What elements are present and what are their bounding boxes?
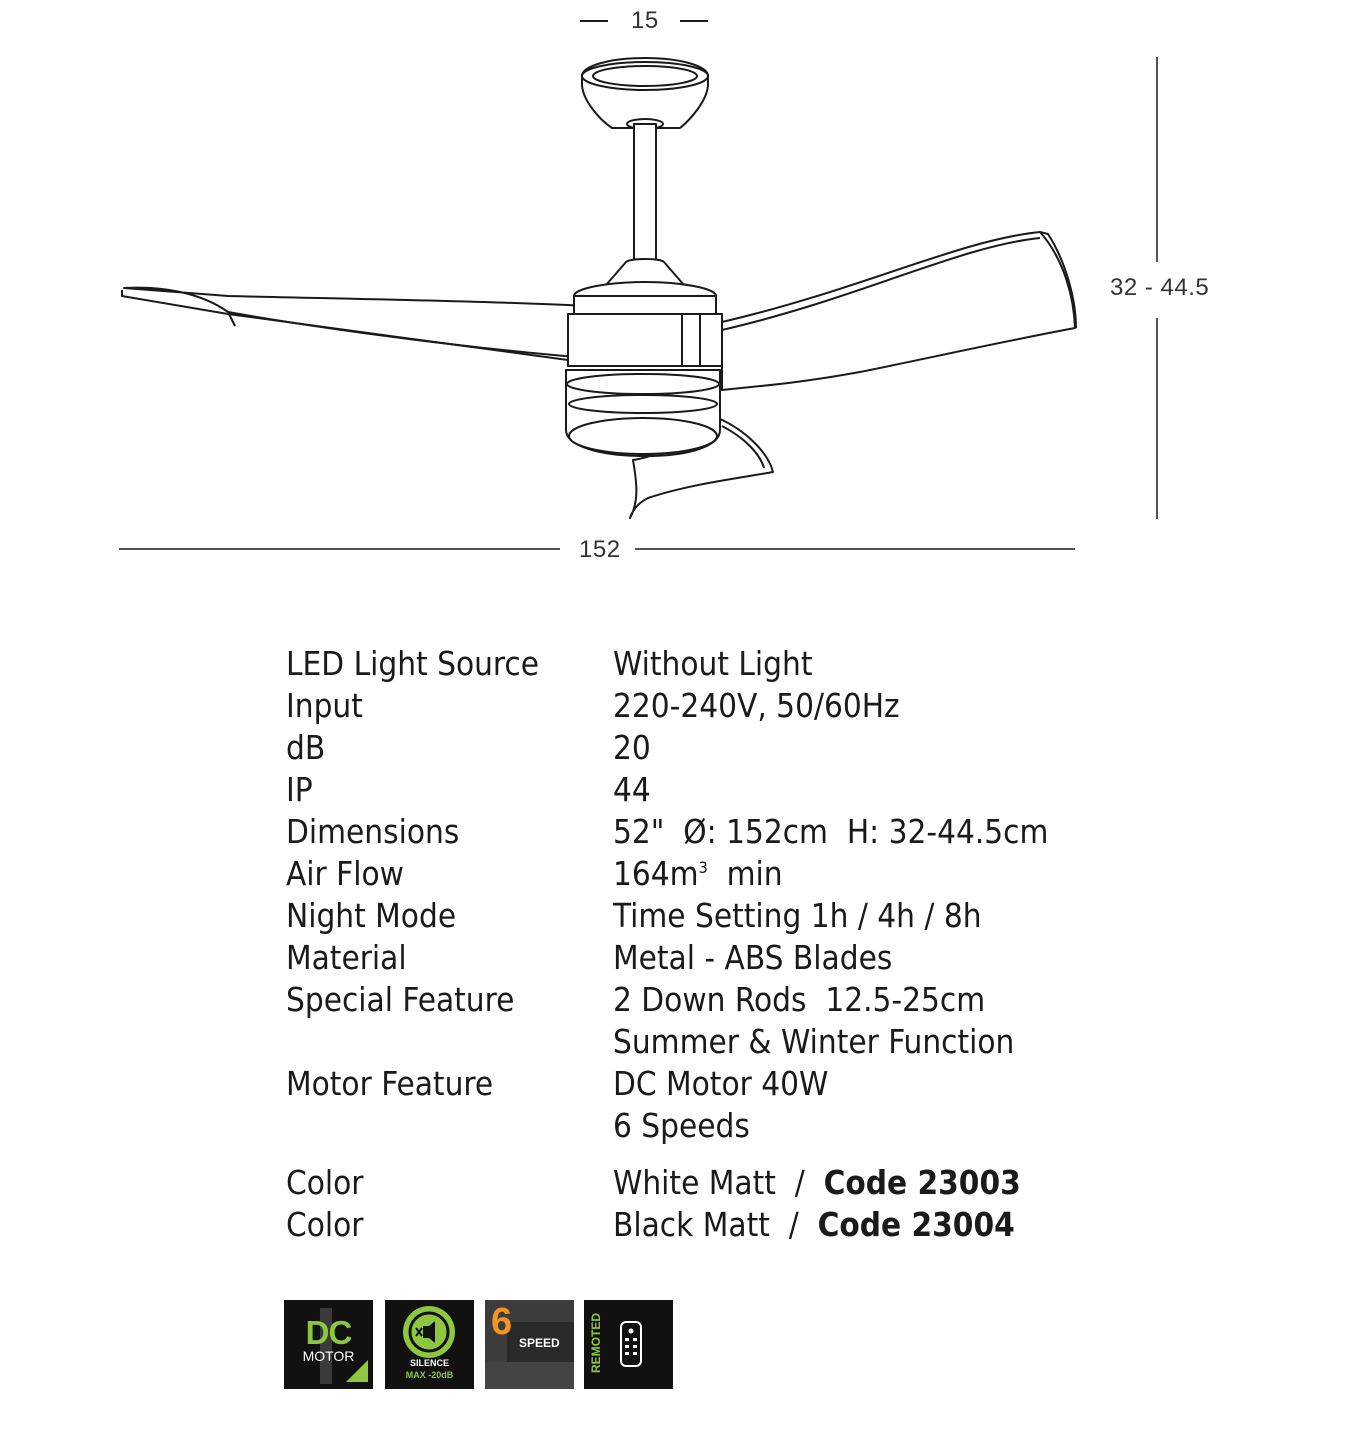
color-separator: / (769, 1205, 818, 1244)
motor-label: MOTOR (302, 1348, 355, 1364)
color-finish: Black Matt (613, 1205, 770, 1244)
spec-value: 52" Ø: 152cm H: 32-44.5cm (613, 812, 1049, 851)
bottom-cap (569, 418, 717, 454)
spec-value: 6 Speeds (613, 1106, 750, 1145)
motor-rim (574, 296, 716, 314)
spec-table (286, 643, 1048, 1246)
spec-label: Night Mode (286, 896, 457, 935)
spec-row (286, 685, 1048, 727)
color-separator: / (775, 1163, 824, 1202)
spec-row (286, 1063, 1048, 1105)
dim-right-label: 32 - 44.5 (1110, 274, 1210, 301)
airflow-unit: min (707, 854, 783, 893)
spec-label: Special Feature (286, 980, 515, 1019)
remote-badge (584, 1300, 673, 1389)
color-label: Color (286, 1205, 364, 1244)
silence-max-label: MAX -20dB (405, 1370, 454, 1380)
spec-value: Time Setting 1h / 4h / 8h (613, 896, 982, 935)
airflow-superscript: 3 (698, 858, 708, 877)
spec-label: Air Flow (286, 854, 404, 893)
motor-body (568, 314, 722, 366)
color-row (286, 1204, 1048, 1246)
spec-label: Motor Feature (286, 1064, 494, 1103)
spec-value: DC Motor 40W (613, 1064, 829, 1103)
color-row (286, 1162, 1048, 1204)
color-finish: White Matt (613, 1163, 776, 1202)
spec-label (286, 1021, 613, 1063)
dim-top-label: 15 (631, 7, 659, 34)
spec-value: 2 Down Rods 12.5-25cm (613, 980, 986, 1019)
spec-value: Without Light (613, 644, 813, 683)
spec-row (286, 895, 1048, 937)
silence-badge (385, 1300, 474, 1389)
spec-label: LED Light Source (286, 644, 539, 683)
spec-value: 220-240V, 50/60Hz (613, 686, 900, 725)
airflow-value: 164m (613, 854, 699, 893)
fan-technical-drawing (0, 0, 1347, 600)
speed-number: 6 (491, 1301, 513, 1343)
spec-row (286, 727, 1048, 769)
spec-row (286, 1021, 1048, 1063)
color-code: Code 23004 (817, 1205, 1015, 1244)
spec-row (286, 811, 1048, 853)
remote-label: REMOTED (589, 1313, 603, 1373)
color-code: Code 23003 (823, 1163, 1021, 1202)
spec-row (286, 979, 1048, 1021)
spec-row (286, 1105, 1048, 1147)
blade-right (722, 232, 1075, 390)
speed-label: SPEED (519, 1336, 560, 1350)
spec-row (286, 937, 1048, 979)
spec-value: 20 (613, 728, 651, 767)
spec-label: Material (286, 938, 407, 977)
speed-badge (485, 1300, 574, 1389)
spec-value (613, 853, 783, 895)
spec-value: 44 (613, 770, 651, 809)
color-value (613, 1162, 1021, 1204)
spec-row (286, 643, 1048, 685)
spec-label: dB (286, 728, 326, 767)
color-value (613, 1204, 1015, 1246)
dc-motor-badge (284, 1300, 373, 1389)
spec-value: Summer & Winter Function (613, 1022, 1015, 1061)
dc-label: DC (305, 1314, 352, 1351)
spec-label (286, 1105, 613, 1147)
downrod (634, 124, 656, 260)
color-label: Color (286, 1163, 364, 1202)
spec-label: Dimensions (286, 812, 460, 851)
dim-bottom-label: 152 (579, 536, 621, 563)
spec-row (286, 769, 1048, 811)
spec-row (286, 853, 1048, 895)
spec-value: Metal - ABS Blades (613, 938, 893, 977)
spec-label: Input (286, 686, 363, 725)
silence-label: SILENCE (409, 1358, 449, 1368)
spec-label: IP (286, 770, 313, 809)
